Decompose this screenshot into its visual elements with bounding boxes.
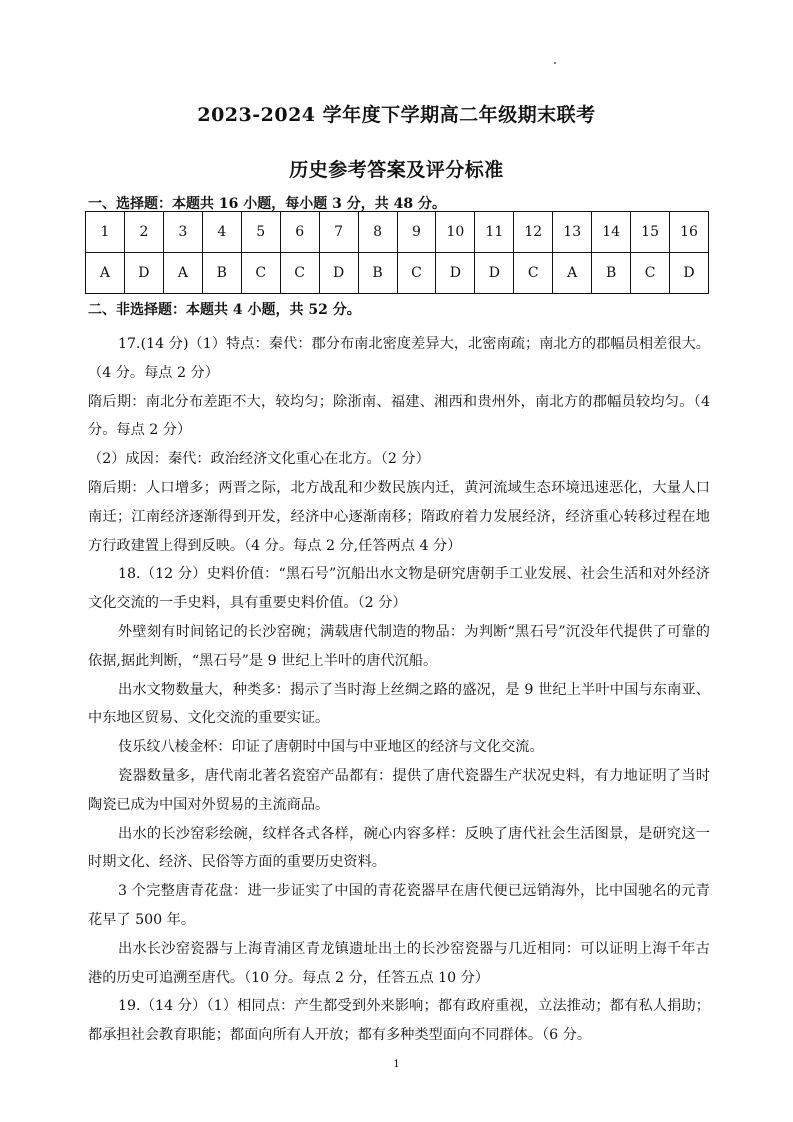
question-number: 8 [358,212,397,253]
answer-paragraph: 18.（12 分）史料价值：“黑石号”沉船出水文物是研究唐朝手工业发展、社会生活和对外经济文化交流的一手史料，具有重要史料价值。（2 分） [88,566,710,612]
answer-body [88,330,710,1050]
answer-cell: D [670,253,709,294]
answer-cell: D [319,253,358,294]
answer-paragraph: 出水长沙窑瓷器与上海青浦区青龙镇遗址出土的长沙窑瓷器与几近相同：可以证明上海千年古港的历史可追溯至唐代。（10 分。每点 2 分，任答五点 10 分） [88,940,710,986]
answer-cell: D [436,253,475,294]
answer-cell: C [280,253,319,294]
answer-cell: B [358,253,397,294]
answer-cell: D [475,253,514,294]
exam-title: 2023-2024 学年度下学期高二年级期末联考 [197,104,596,126]
question-number: 3 [163,212,202,253]
answer-cell: C [397,253,436,294]
answer-cell: C [241,253,280,294]
page-number: 1 [393,1059,400,1070]
question-number: 2 [124,212,163,253]
question-number: 9 [397,212,436,253]
answer-paragraph: 3 个完整唐青花盘：进一步证实了中国的青花瓷器早在唐代便已远销海外，比中国驰名的元青花早了 500 年。 [88,883,710,928]
answer-paragraph: 隋后期：南北分布差距不大，较均匀；除浙南、福建、湘西和贵州外，南北方的郡幅员较均匀。（4 分。每点 2 分） [88,393,710,439]
answer-paragraph: 瓷器数量多，唐代南北著名瓷窑产品都有：提供了唐代瓷器生产状况史料，有力地证明了当时陶瓷已成为中国对外贸易的主流商品。 [88,767,710,813]
scan-dot [554,62,556,64]
answer-key-title: 历史参考答案及评分标准 [289,159,504,181]
answer-paragraph: 外壁刻有时间铭记的长沙窑碗；满载唐代制造的物品：为判断“黑石号”沉没年代提供了可靠的依据,据此判断，“黑石号”是 9 世纪上半叶的唐代沉船。 [88,623,710,669]
question-number-row [86,212,709,253]
question-number: 5 [241,212,280,253]
question-number: 1 [86,212,125,253]
answer-paragraph: 17.(14 分)（1）特点：秦代：郡分布南北密度差异大，北密南疏；南北方的郡幅员相差很大。（4 分。每点 2 分） [88,336,710,381]
answer-table [85,211,709,294]
question-number: 12 [514,212,553,253]
answer-row [86,253,709,294]
question-number: 6 [280,212,319,253]
answer-paragraph: （2）成因：秦代：政治经济文化重心在北方。（2 分） [88,451,430,468]
question-number: 4 [202,212,241,253]
question-number: 15 [631,212,670,253]
question-number: 16 [670,212,709,253]
section-1-heading: 一、选择题：本题共 16 小题，每小题 3 分，共 48 分。 [88,196,446,212]
answer-paragraph: 19.（14 分）（1）相同点：产生都受到外来影响；都有政府重视，立法推动；都有私人捐助；都承担社会教育职能；都面向所有人开放；都有多种类型面向不同群体。（6 分。 [88,998,710,1044]
answer-cell: A [86,253,125,294]
question-number: 14 [592,212,631,253]
answer-paragraph: 出水文物数量大，种类多：揭示了当时海上丝绸之路的盛况，是 9 世纪上半叶中国与东南亚、中东地区贸易、文化交流的重要实证。 [88,681,710,727]
question-number: 13 [553,212,592,253]
question-number: 10 [436,212,475,253]
answer-cell: C [631,253,670,294]
answer-paragraph: 伎乐纹八棱金杯：印证了唐朝时中国与中亚地区的经济与文化交流。 [118,739,544,756]
question-number: 7 [319,212,358,253]
answer-cell: C [514,253,553,294]
answer-cell: A [553,253,592,294]
answer-cell: D [124,253,163,294]
answer-paragraph: 出水的长沙窑彩绘碗，纹样各式各样，碗心内容多样：反映了唐代社会生活图景，是研究这一时期文化、经济、民俗等方面的重要历史资料。 [88,825,710,871]
question-number: 11 [475,212,514,253]
section-2-heading: 二、非选择题：本题共 4 小题，共 52 分。 [88,302,361,318]
answer-paragraph: 隋后期：人口增多；两晋之际，北方战乱和少数民族内迁，黄河流域生态环境迅速恶化，大量人口南迁；江南经济逐渐得到开发，经济中心逐渐南移；隋政府着力发展经济，经济重心转移过程在地方行政建置上得到反映。（4 分。每点 2 分,任答两点 4 分） [88,479,710,554]
answer-cell: B [202,253,241,294]
answer-cell: B [592,253,631,294]
answer-cell: A [163,253,202,294]
